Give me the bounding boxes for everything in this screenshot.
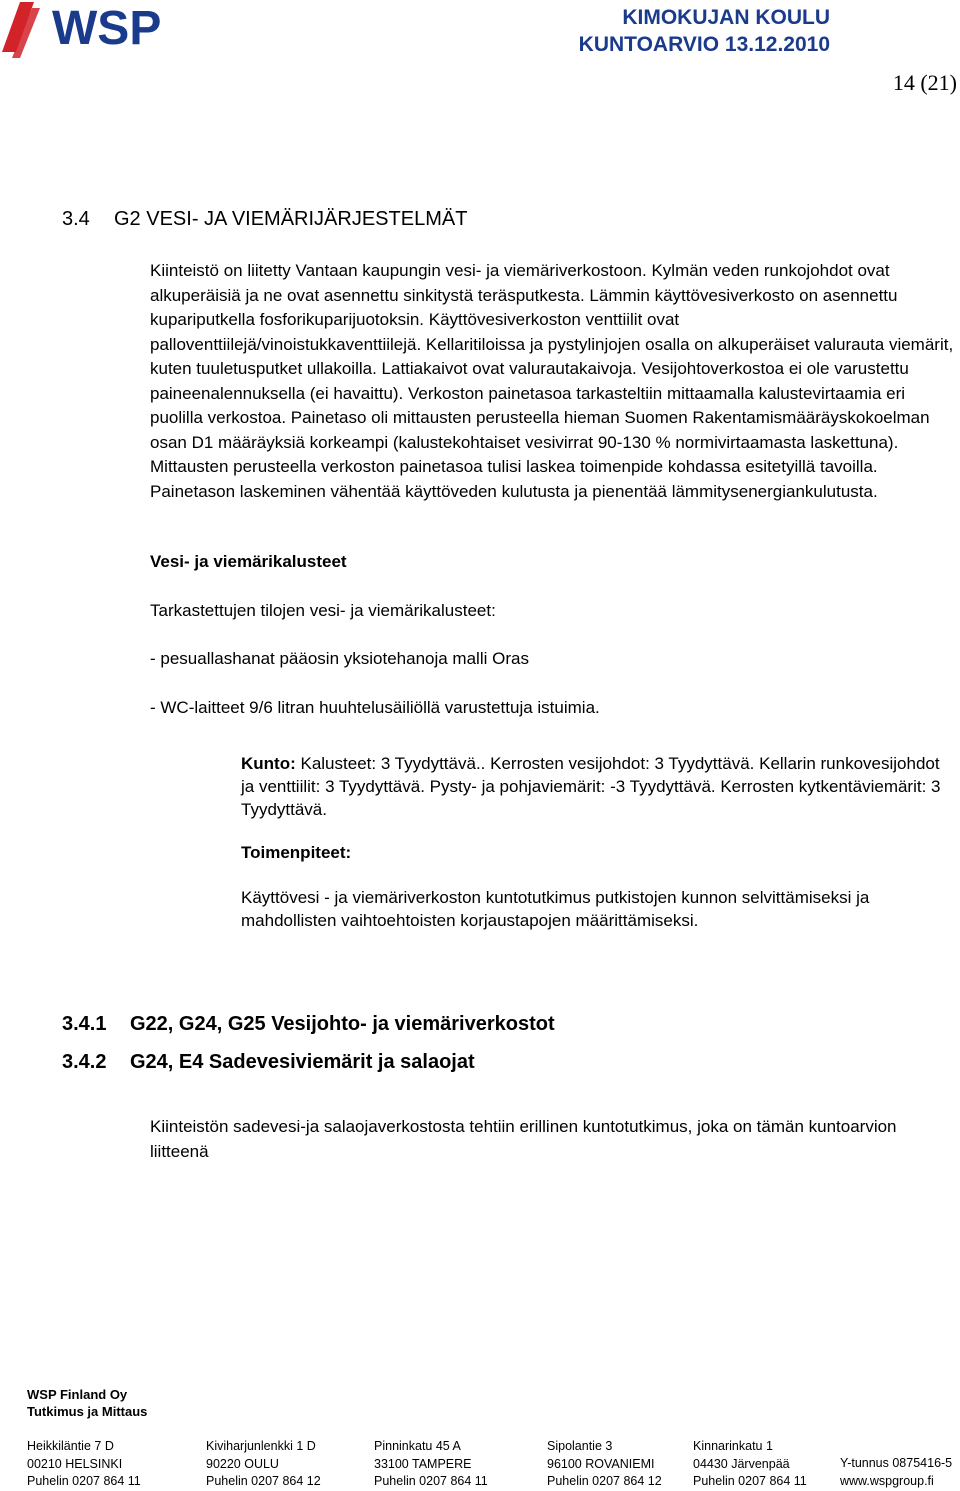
office-phone: Puhelin 0207 864 11 bbox=[374, 1474, 488, 1488]
list-item: - WC-laitteet 9/6 litran huuhtelusäiliöllä varustettuja istuimia. bbox=[150, 698, 600, 717]
subheading: Vesi- ja viemärikalusteet bbox=[150, 552, 347, 571]
section-paragraph: Kiinteistö on liitetty Vantaan kaupungin vesi- ja viemäriverkostoon. Kylmän veden runkojohdot ovat alkuperäisiä ja ne ovat asennettu sinkitystä teräsputkesta. Lämmin käyttövesiverkosto on asennettu kupariputkella fosforikuparijuotoksin. Käyttövesiverkoston venttiilit ovat palloventtiilejä/vinoistukkaventtiilejä. Kellaritiloissa ja pystylinjojen osalla on alkuperäiset valurauta viemärit, kuten tuuletusputket ullakoilla. Lattiakaivot ovat valurautakaivoja. Vesijohtoverkostoa ei ole varustettu paineenalennuksella (ei havaittu). Verkoston painetasoa tarkasteltiin mittaamalla kalustevirtaamia eri puolilla verkostoa. Painetaso oli mittausten perusteella hieman Suomen Rakentamismääräyskokoelman osan D1 määräyksiä korkeampi (kalustekohtaiset vesivirrat 90-130 % normivirtaamasta laskettuna). Mittausten perusteella verkoston painetasoa tulisi laskea toimenpide kohdassa esitetyillä tavoilla. Painetason laskeminen vähentää käyttöveden kulutusta ja pienentää lämmitysenergiankulutusta. bbox=[150, 261, 954, 501]
office-phone: Puhelin 0207 864 12 bbox=[547, 1474, 662, 1488]
office-city: 90220 OULU bbox=[206, 1456, 279, 1471]
logo-text: WSP bbox=[52, 2, 162, 55]
subsection-title: G24, E4 Sadevesiviemärit ja salaojat bbox=[130, 1051, 475, 1073]
subsection-number: 3.4.2 bbox=[62, 1051, 107, 1073]
department-name: Tutkimus ja Mittaus bbox=[27, 1404, 148, 1419]
condition-label: Kunto: bbox=[241, 754, 296, 773]
company-name: WSP Finland Oy bbox=[27, 1387, 128, 1402]
document-title: KIMOKUJAN KOULU bbox=[622, 6, 830, 29]
office-city: 96100 ROVANIEMI bbox=[547, 1456, 655, 1471]
wsp-logo bbox=[0, 0, 200, 60]
footer-office bbox=[206, 1438, 321, 1491]
office-street: Pinninkatu 45 A bbox=[374, 1439, 461, 1453]
document-subtitle: KUNTOARVIO 13.12.2010 bbox=[578, 33, 830, 56]
condition-block bbox=[241, 752, 955, 821]
business-id: Y-tunnus 0875416-5 bbox=[840, 1456, 953, 1470]
office-phone: Puhelin 0207 864 11 bbox=[27, 1474, 141, 1488]
section-title: G2 VESI- JA VIEMÄRIJÄRJESTELMÄT bbox=[114, 208, 468, 230]
subsection-title: G22, G24, G25 Vesijohto- ja viemäriverkostot bbox=[130, 1013, 555, 1035]
office-street: Kinnarinkatu 1 bbox=[693, 1439, 773, 1453]
office-city: 00210 HELSINKI bbox=[27, 1456, 123, 1471]
office-phone: Puhelin 0207 864 12 bbox=[206, 1474, 321, 1488]
footer-office bbox=[547, 1438, 662, 1491]
fixtures-intro: Tarkastettujen tilojen vesi- ja viemärikalusteet: bbox=[150, 601, 496, 620]
page-number: 14 (21) bbox=[892, 70, 957, 95]
office-street: Heikkiläntie 7 D bbox=[27, 1439, 114, 1453]
footer-office bbox=[27, 1438, 141, 1491]
office-phone: Puhelin 0207 864 11 bbox=[693, 1474, 807, 1488]
actions-label: Toimenpiteet: bbox=[241, 843, 352, 862]
website-link[interactable]: www.wspgroup.fi bbox=[840, 1473, 934, 1488]
office-street: Kiviharjunlenkki 1 D bbox=[206, 1439, 316, 1453]
footer-office bbox=[693, 1438, 807, 1491]
footer-company-info bbox=[840, 1455, 952, 1490]
footer-company bbox=[27, 1386, 147, 1420]
condition-text: Kalusteet: 3 Tyydyttävä.. Kerrosten vesijohdot: 3 Tyydyttävä. Kellarin runkovesijohdot ja venttiilit: 3 Tyydyttävä. Pysty- ja pohjaviemärit: -3 Tyydyttävä. Kerrosten kytkentäviemärit: 3 Tyydyttävä. bbox=[241, 754, 941, 819]
section-heading bbox=[62, 208, 467, 231]
subsection-heading bbox=[62, 1051, 475, 1074]
list-item: - pesuallashanat pääosin yksiotehanoja malli Oras bbox=[150, 649, 529, 668]
subsection-heading bbox=[62, 1013, 555, 1036]
office-city: 04430 Järvenpää bbox=[693, 1456, 790, 1471]
section-number: 3.4 bbox=[62, 208, 90, 230]
stormwater-paragraph: Kiinteistön sadevesi-ja salaojaverkostosta tehtiin erillinen kuntotutkimus, joka on tämän kuntoarvion liitteenä bbox=[150, 1117, 897, 1161]
actions-text: Käyttövesi - ja viemäriverkoston kuntotutkimus putkistojen kunnon selvittämiseksi ja mahdollisten vaihtoehtoisten korjaustapojen määrittämiseksi. bbox=[241, 888, 870, 930]
footer-office bbox=[374, 1438, 488, 1491]
subsection-number: 3.4.1 bbox=[62, 1013, 107, 1035]
office-street: Sipolantie 3 bbox=[547, 1439, 613, 1453]
office-city: 33100 TAMPERE bbox=[374, 1456, 472, 1471]
